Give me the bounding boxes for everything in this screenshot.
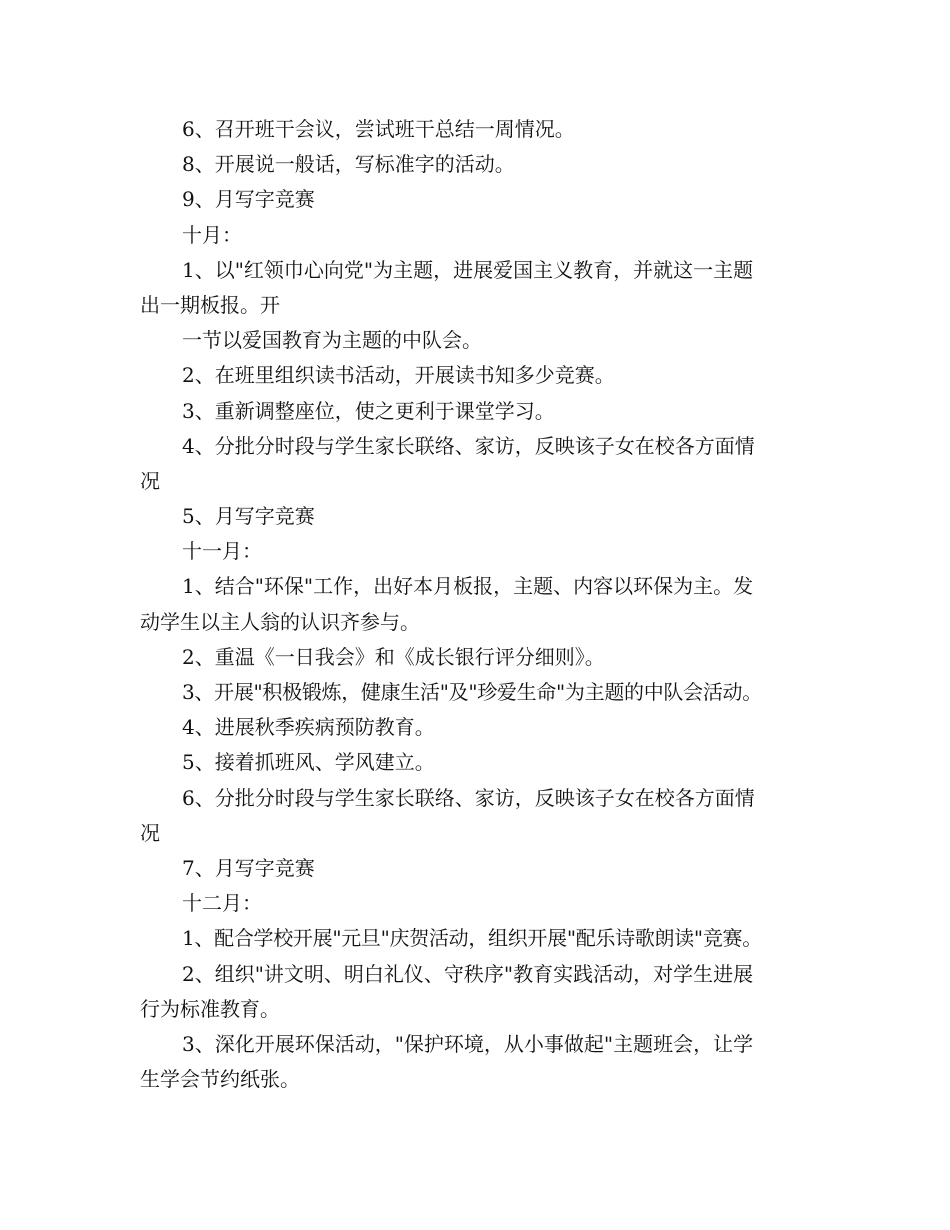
month-heading-november: 十一月： (182, 539, 262, 564)
text-line: 8、开展说一般话，写标准字的活动。 (182, 152, 515, 177)
text-line: 5、接着抓班风、学风建立。 (182, 750, 435, 775)
text-line: 1、结合"环保"工作，出好本月板报，主题、内容以环保为主。发 (182, 574, 754, 599)
text-line: 3、开展"积极锻炼，健康生活"及"珍爱生命"为主题的中队会活动。 (182, 680, 762, 704)
text-line: 2、重温《一日我会》和《成长银行评分细则》。 (182, 644, 605, 669)
text-line: 动学生以主人翁的认识齐参与。 (140, 609, 420, 634)
document-body (140, 112, 812, 1097)
text-line: 4、分批分时段与学生家长联络、家访，反映该子女在校各方面情 (182, 433, 755, 458)
month-heading-october: 十月： (182, 222, 242, 247)
month-heading-december: 十二月： (182, 891, 262, 916)
text-line: 况 (140, 468, 160, 493)
text-line: 1、以"红领巾心向党"为主题，进展爱国主义教育，并就这一主题 (182, 257, 754, 282)
text-line: 6、召开班干会议，尝试班干总结一周情况。 (182, 117, 575, 141)
text-line: 3、深化开展环保活动，"保护环境，从小事做起"主题班会，让学 (182, 1031, 754, 1056)
text-line: 2、组织"讲文明、明白礼仪、守秩序"教育实践活动，对学生进展 (182, 961, 754, 986)
text-line: 3、重新调整座位，使之更利于课堂学习。 (182, 398, 555, 423)
text-line: 6、分批分时段与学生家长联络、家访，反映该子女在校各方面情 (182, 785, 755, 810)
text-line: 生学会节约纸张。 (140, 1067, 300, 1092)
text-line: 1、配合学校开展"元旦"庆贺活动，组织开展"配乐诗歌朗读"竞赛。 (182, 926, 762, 951)
text-line: 出一期板报。开 (140, 292, 280, 317)
text-line: 况 (140, 820, 160, 845)
text-line: 7、月写字竞赛 (182, 855, 315, 880)
text-line: 一节以爱国教育为主题的中队会。 (182, 328, 482, 353)
text-line: 2、在班里组织读书活动，开展读书知多少竞赛。 (182, 363, 615, 388)
text-line: 行为标准教育。 (140, 996, 280, 1021)
text-line: 4、进展秋季疾病预防教育。 (182, 715, 435, 740)
text-line: 5、月写字竞赛 (182, 504, 315, 529)
text-line: 9、月写字竞赛 (182, 187, 315, 212)
